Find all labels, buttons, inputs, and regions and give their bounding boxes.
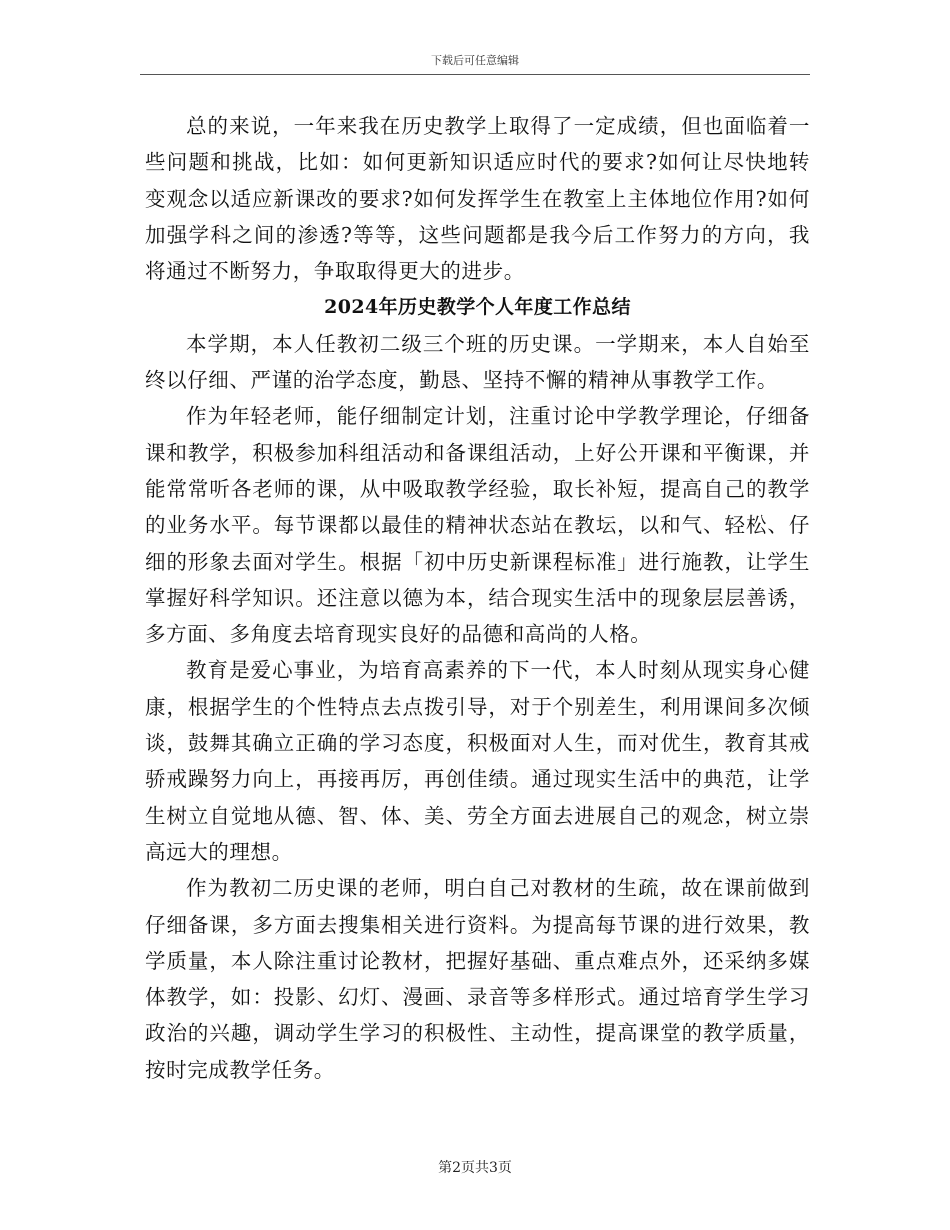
header-divider — [140, 74, 810, 75]
body-paragraph-4: 作为教初二历史课的老师，明白自己对教材的生疏，故在课前做到仔细备课，多方面去搜集相关进行资料。为提高每节课的进行效果，教学质量，本人除注重讨论教材，把握好基础、重点难点外，还采纳多媒体教学，如：投影、幻灯、漫画、录音等多样形式。通过培育学生学习政治的兴趣，调动学生学习的积极性、主动性，提高课堂的教学质量，按时完成教学任务。 — [145, 876, 810, 1082]
document-body — [145, 108, 810, 1088]
section-title: 2024年历史教学个人年度工作总结 — [324, 296, 631, 319]
intro-paragraph: 总的来说，一年来我在历史教学上取得了一定成绩，但也面临着一些问题和挑战，比如：如何更新知识适应时代的要求?如何让尽快地转变观念以适应新课改的要求?如何发挥学生在教室上主体地位作用?如何加强学科之间的渗透?等等，这些问题都是我今后工作努力的方向，我将通过不断努力，争取取得更大的进步。 — [145, 114, 810, 284]
page-header: 下载后可任意编辑 — [431, 54, 519, 67]
page-number-footer: 第2页共3页 — [438, 1160, 512, 1176]
body-paragraph-1: 本学期，本人任教初二级三个班的历史课。一学期来，本人自始至终以仔细、严谨的治学态度，勤恳、坚持不懈的精神从事教学工作。 — [145, 331, 810, 393]
body-paragraph-2: 作为年轻老师，能仔细制定计划，注重讨论中学教学理论，仔细备课和教学，积极参加科组活动和备课组活动，上好公开课和平衡课，并能常常听各老师的课，从中吸取教学经验，取长补短，提高自己的教学的业务水平。每节课都以最佳的精神状态站在教坛，以和气、轻松、仔细的形象去面对学生。根据「初中历史新课程标准」进行施教，让学生掌握好科学知识。还注意以德为本，结合现实生活中的现象层层善诱，多方面、多角度去培育现实良好的品德和高尚的人格。 — [145, 404, 810, 647]
body-paragraph-3: 教育是爱心事业，为培育高素养的下一代，本人时刻从现实身心健康，根据学生的个性特点去点拨引导，对于个别差生，利用课间多次倾谈，鼓舞其确立正确的学习态度，积极面对人生，而对优生，教育其戒骄戒躁努力向上，再接再厉，再创佳绩。通过现实生活中的典范，让学生树立自觉地从德、智、体、美、劳全方面去进展自己的观念，树立崇高远大的理想。 — [145, 658, 810, 864]
